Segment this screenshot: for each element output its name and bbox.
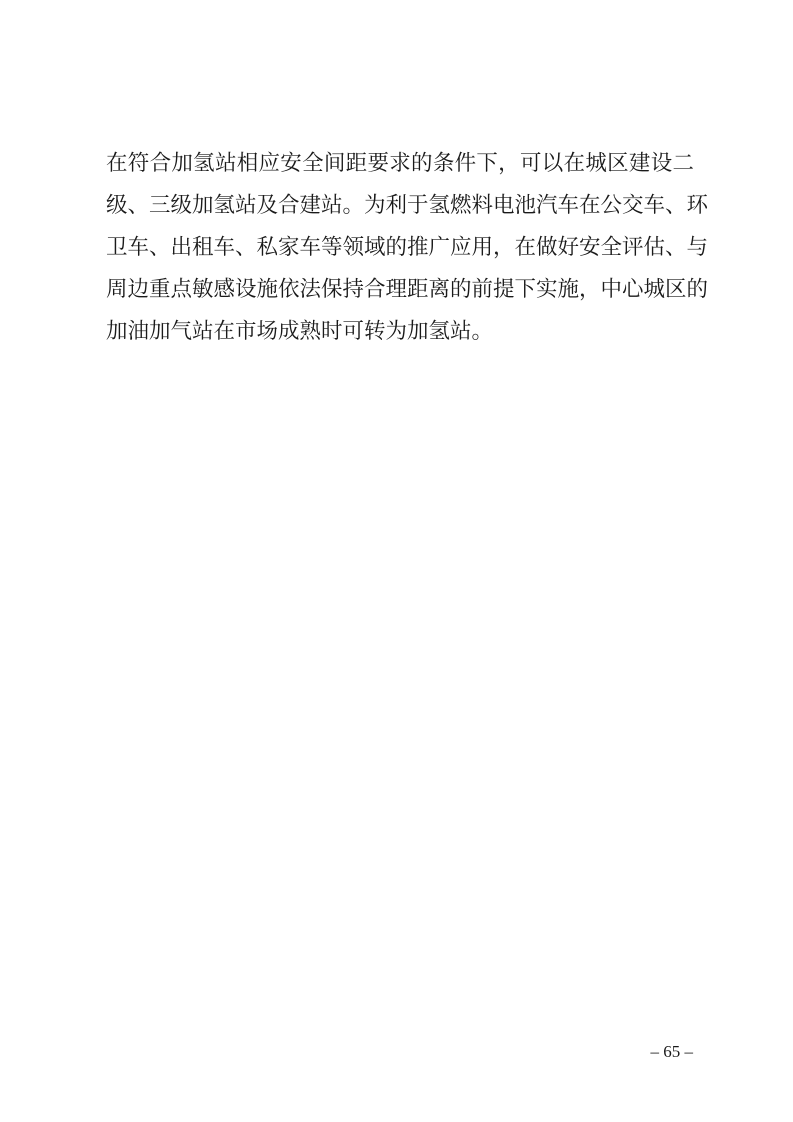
paragraph-line: 卫车、出租车、私家车等领域的推广应用，在做好安全评估、与 <box>106 235 709 260</box>
body-paragraph <box>106 143 709 353</box>
paragraph-line: 周边重点敏感设施依法保持合理距离的前提下实施，中心城区的 <box>106 277 709 302</box>
paragraph-line: 在符合加氢站相应安全间距要求的条件下，可以在城区建设二 <box>106 151 694 176</box>
paragraph-line: 级、三级加氢站及合建站。为利于氢燃料电池汽车在公交车、环 <box>106 193 709 218</box>
page-number: – 65 – <box>650 1042 693 1061</box>
paragraph-line: 加油加气站在市场成熟时可转为加氢站。 <box>106 319 494 344</box>
